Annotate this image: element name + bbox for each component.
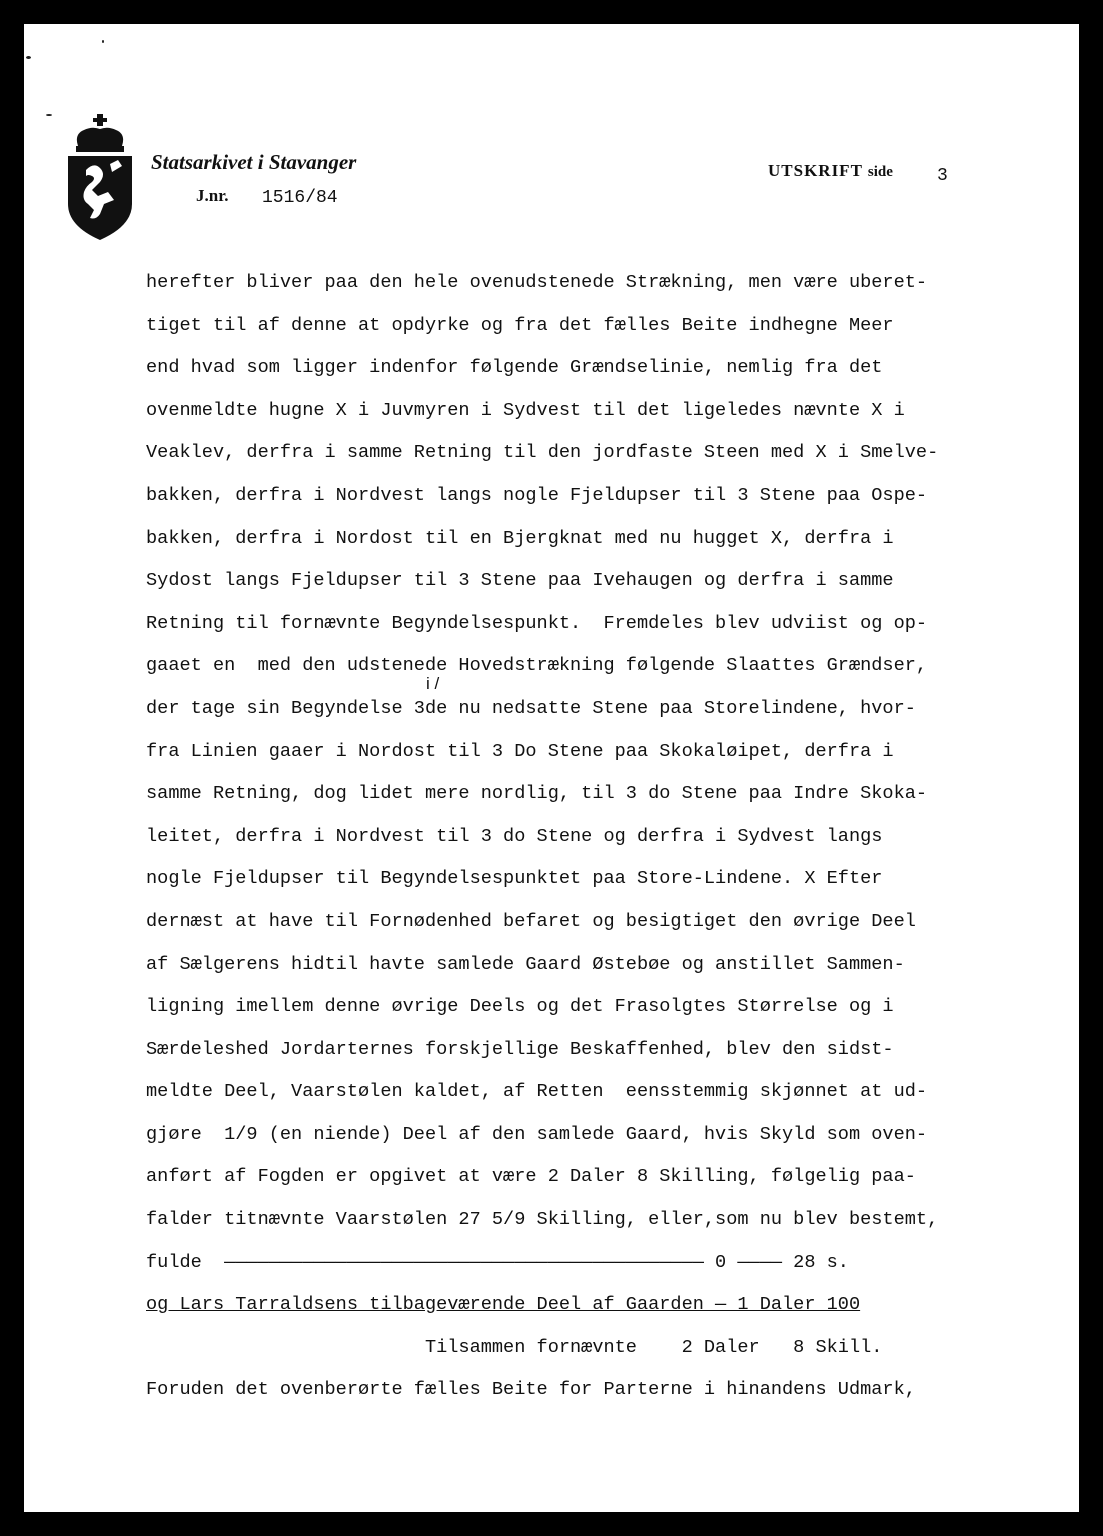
text-line: ovenmeldte hugne X i Juvmyren i Sydvest til det ligeledes nævnte X i xyxy=(146,399,905,421)
text-line: fulde ——————————————————————————————————————————— 0 ———— 28 s. xyxy=(146,1251,849,1273)
document-type-heading xyxy=(768,161,893,181)
journal-number: 1516/84 xyxy=(262,188,338,208)
utskrift-label: UTSKRIFT xyxy=(768,161,863,180)
handwritten-annotation: i / xyxy=(426,674,440,693)
text-line: Sydost langs Fjeldupser til 3 Stene paa Ivehaugen og derfra i samme xyxy=(146,570,894,592)
text-line: bakken, derfra i Nordost til en Bjergknat med nu hugget X, derfra i xyxy=(146,527,894,549)
text-line: Foruden det ovenberørte fælles Beite for Parterne i hinandens Udmark, xyxy=(146,1379,916,1401)
text-line: Retning til fornævnte Begyndelsespunkt. Fremdeles blev udviist og op- xyxy=(146,612,928,634)
text-line: der tage sin Begyndelse 3de nu nedsatte Stene paa Storelindene, hvor- xyxy=(146,697,916,719)
document-page xyxy=(24,24,1079,1512)
norwegian-coat-of-arms-icon xyxy=(64,112,136,242)
text-line: tiget til af denne at opdyrke og fra det fælles Beite indhegne Meer xyxy=(146,314,894,336)
text-line: samme Retning, dog lidet mere nordlig, til 3 do Stene paa Indre Skoka- xyxy=(146,783,928,805)
text-line: gaaet en med den udstenede Hovedstrækning følgende Slaattes Grændser, xyxy=(146,655,928,677)
side-label: side xyxy=(867,164,893,180)
scan-speck xyxy=(26,56,31,59)
scan-speck xyxy=(46,114,52,116)
text-line: bakken, derfra i Nordvest langs nogle Fjeldupser til 3 Stene paa Ospe- xyxy=(146,484,928,506)
text-line: herefter bliver paa den hele ovenudstenede Strækning, men være uberet- xyxy=(146,272,928,293)
scan-speck xyxy=(102,40,104,43)
text-line: meldte Deel, Vaarstølen kaldet, af Retten eensstemmig skjønnet at ud- xyxy=(146,1081,928,1103)
text-line: dernæst at have til Fornødenhed befaret og besigtiget den øvrige Deel xyxy=(146,910,916,932)
text-line: end hvad som ligger indenfor følgende Grændselinie, nemlig fra det xyxy=(146,357,883,379)
text-line: ligning imellem denne øvrige Deels og det Frasolgtes Størrelse og i xyxy=(146,996,894,1018)
text-line: Tilsammen fornævnte 2 Daler 8 Skill. xyxy=(146,1336,883,1358)
text-line: falder titnævnte Vaarstølen 27 5/9 Skilling, eller,som nu blev bestemt, xyxy=(146,1209,939,1231)
text-line: anført af Fogden er opgivet at være 2 Daler 8 Skilling, følgelig paa- xyxy=(146,1166,916,1188)
text-line: gjøre 1/9 (en niende) Deel af den samlede Gaard, hvis Skyld som oven- xyxy=(146,1123,928,1145)
archive-name: Statsarkivet i Stavanger xyxy=(151,150,357,174)
text-line: leitet, derfra i Nordvest til 3 do Stene og derfra i Sydvest langs xyxy=(146,825,883,847)
text-line: nogle Fjeldupser til Begyndelsespunktet paa Store-Lindene. X Efter xyxy=(146,868,883,890)
text-line: fra Linien gaaer i Nordost til 3 Do Stene paa Skokaløipet, derfra i xyxy=(146,740,894,762)
text-line: Særdeleshed Jordarternes forskjellige Beskaffenhed, blev den sidst- xyxy=(146,1038,894,1060)
text-line: Veaklev, derfra i samme Retning til den jordfaste Steen med X i Smelve- xyxy=(146,442,939,464)
text-line: og Lars Tarraldsens tilbageværende Deel af Gaarden — 1 Daler 100 xyxy=(146,1294,861,1316)
page-number: 3 xyxy=(937,166,948,186)
text-line: af Sælgerens hidtil havte samlede Gaard Østebøe og anstillet Sammen- xyxy=(146,953,905,975)
document-body xyxy=(146,268,1076,1418)
journal-number-label: J.nr. xyxy=(196,186,229,205)
